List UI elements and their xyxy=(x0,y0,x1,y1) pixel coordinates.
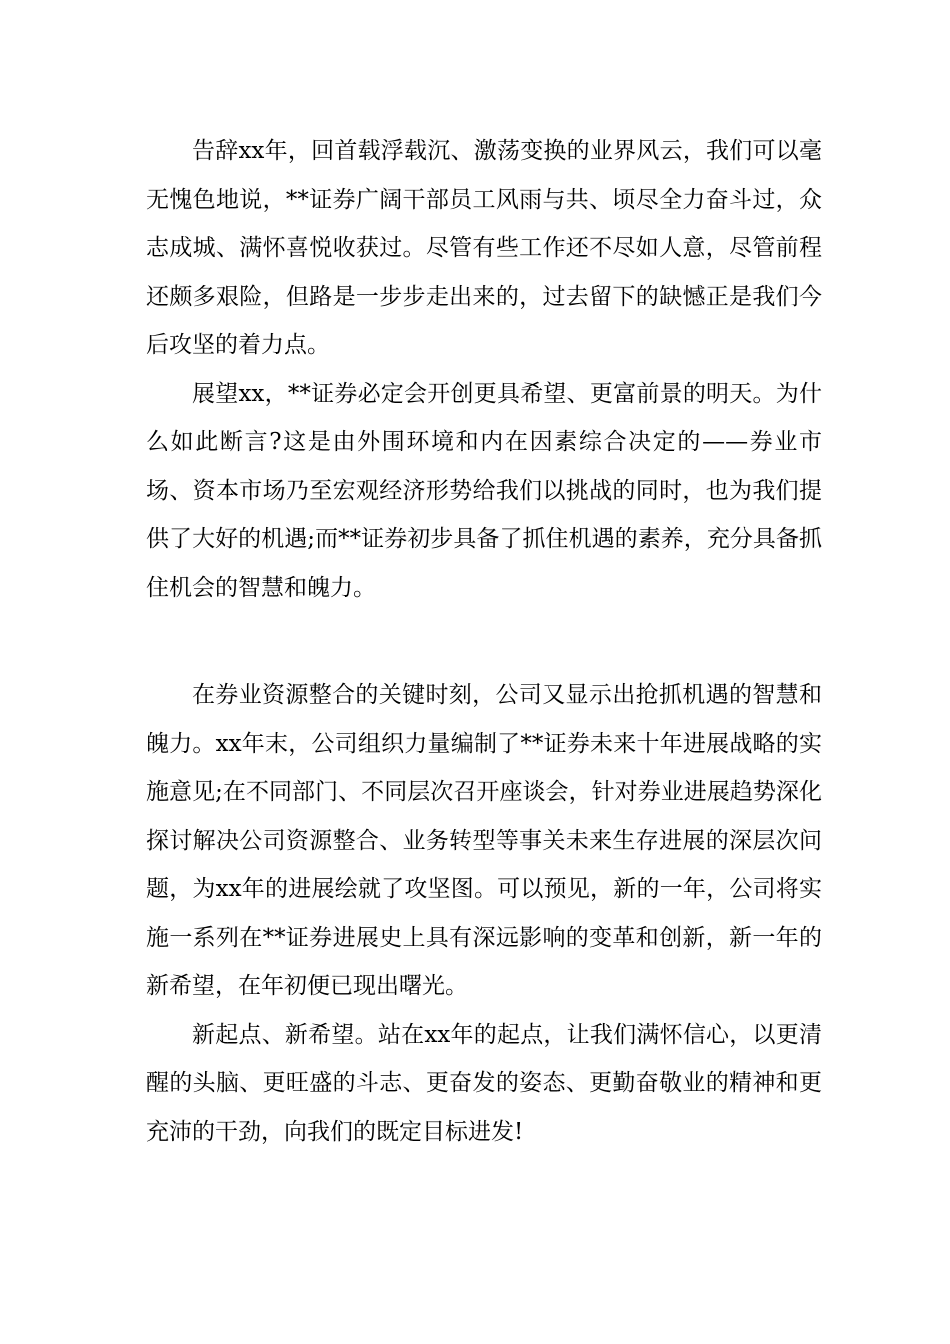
text-block-bottom xyxy=(146,671,822,1156)
paragraph-2: 展望xx，**证券必定会开创更具希望、更富前景的明天。为什么如此断言?这是由外围环境和内在因素综合决定的——券业市场、资本市场乃至宏观经济形势给我们以挑战的同时，也为我们提供了大好的机遇;而**证券初步具备了抓住机遇的素养，充分具备抓住机会的智慧和魄力。 xyxy=(146,380,822,601)
paragraph-3: 在券业资源整合的关键时刻，公司又显示出抢抓机遇的智慧和魄力。xx年末，公司组织力量编制了**证券未来十年进展战略的实施意见;在不同部门、不同层次召开座谈会，针对券业进展趋势深化探讨解决公司资源整合、业务转型等事关未来生存进展的深层次问题，为xx年的进展绘就了攻坚图。可以预见，新的一年，公司将实施一系列在**证券进展史上具有深远影响的变革和创新，新一年的新希望，在年初便已现出曙光。 xyxy=(146,682,822,999)
paragraph-4: 新起点、新希望。站在xx年的起点，让我们满怀信心，以更清醒的头脑、更旺盛的斗志、更奋发的姿态、更勤奋敬业的精神和更充沛的干劲，向我们的既定目标进发! xyxy=(146,1021,822,1145)
text-block-top xyxy=(146,127,822,612)
paragraph-1: 告辞xx年，回首载浮载沉、激荡变换的业界风云，我们可以毫无愧色地说，**证券广阔干部员工风雨与共、顷尽全力奋斗过，众志成城、满怀喜悦收获过。尽管有些工作还不尽如人意，尽管前程还颇多艰险，但路是一步步走出来的，过去留下的缺憾正是我们今后攻坚的着力点。 xyxy=(146,138,822,358)
